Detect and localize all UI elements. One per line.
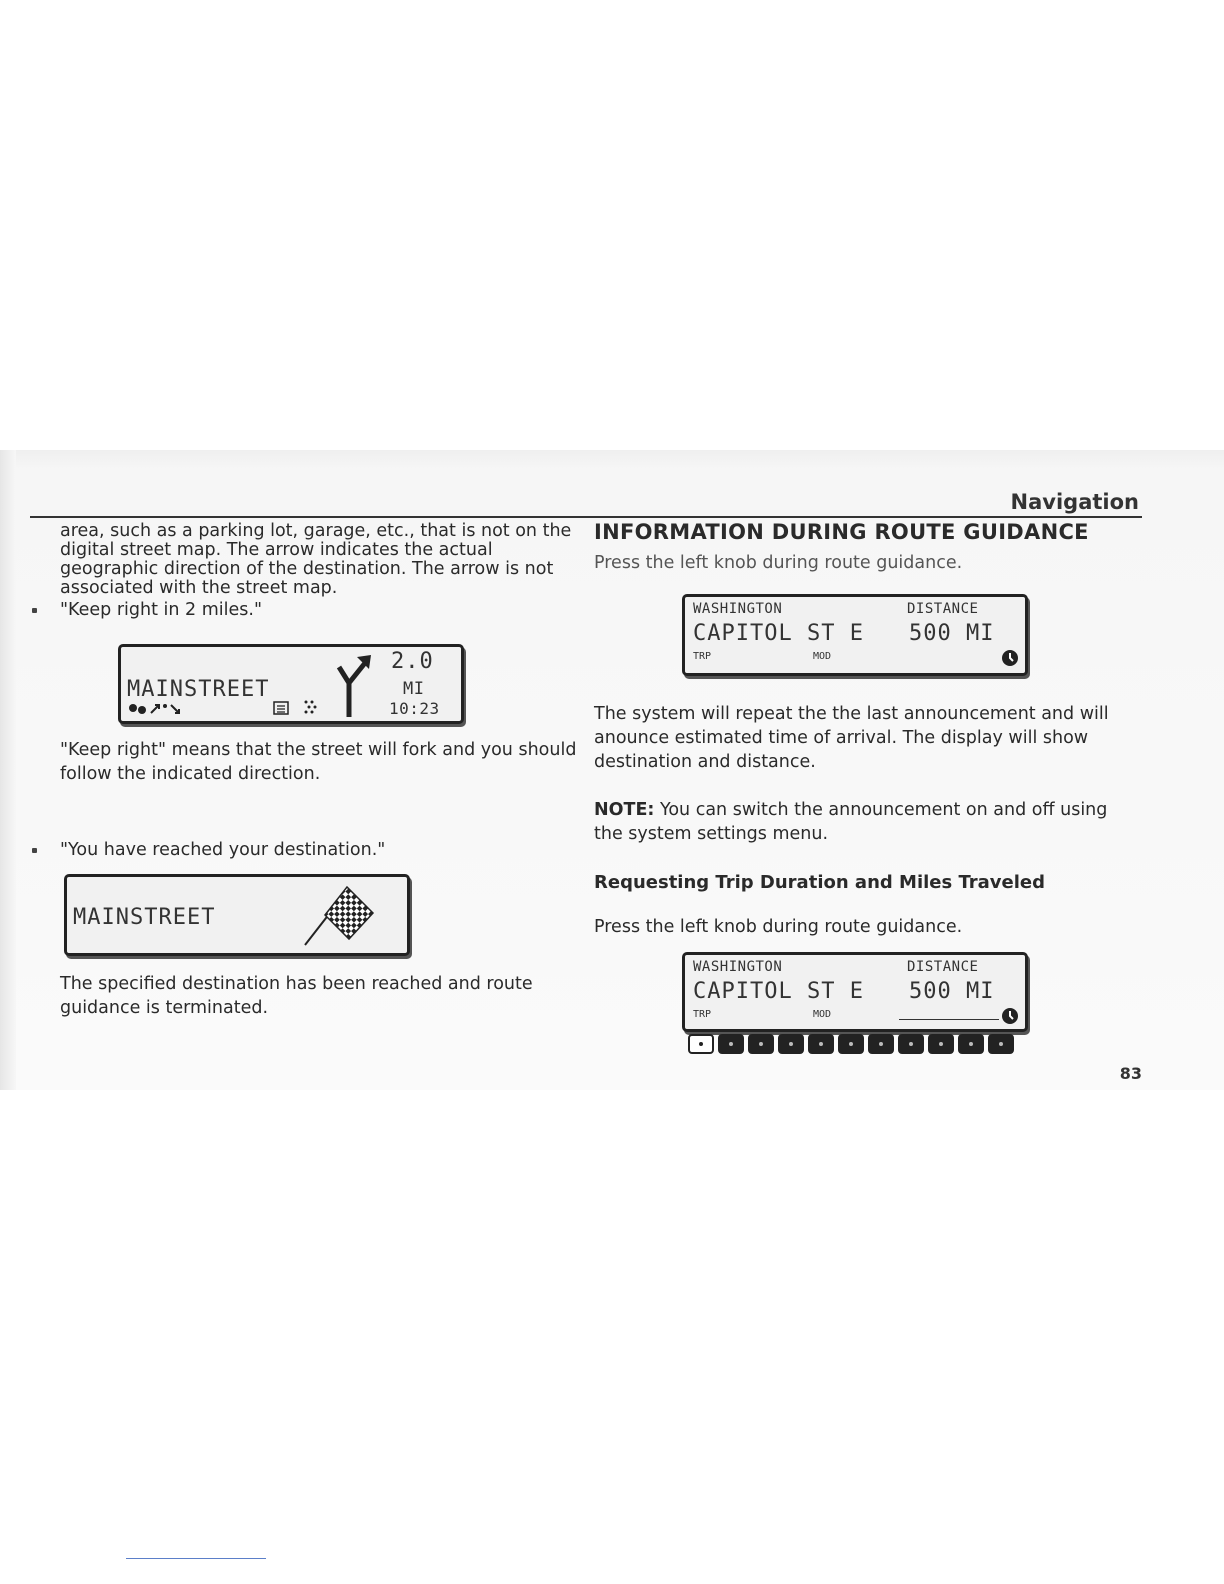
clock-icon <box>1001 1007 1019 1025</box>
display-street-name: MAINSTREET <box>73 905 216 930</box>
gps-signal-icon <box>303 699 321 715</box>
softkey-trip: TRP <box>693 1009 712 1020</box>
preset-button[interactable] <box>808 1034 834 1054</box>
note-paragraph <box>594 798 1134 846</box>
display-distance-label: DISTANCE <box>907 601 979 617</box>
note-label: NOTE: <box>594 800 655 820</box>
keep-right-arrow-icon <box>335 653 375 717</box>
bullet-keep-right <box>60 600 560 620</box>
note-text: You can switch the announcement on and off using the system settings menu. <box>594 800 1108 844</box>
list-icon <box>273 701 289 715</box>
softkey-mode: MOD <box>813 651 832 662</box>
nav-display-destination <box>64 874 410 956</box>
paragraph-repeat-announcement: The system will repeat the the last announcement and will anounce estimated time of arrival. The display will show destination and distance. <box>594 704 1109 772</box>
page-number: 83 <box>1119 1064 1142 1083</box>
display-street-name: MAINSTREET <box>127 677 270 702</box>
paragraph-keep-right-explained: "Keep right" means that the street will fork and you should follow the indicated direction. <box>60 740 577 784</box>
bullet-destination-text: "You have reached your destination." <box>60 840 386 860</box>
display-distance-value: 500 MI <box>909 979 995 1004</box>
display-distance-value: 500 MI <box>909 621 995 646</box>
display-distance-unit: MI <box>403 679 425 699</box>
preset-button[interactable] <box>778 1034 804 1054</box>
section-title: Navigation <box>1010 490 1139 514</box>
nav-display-trip <box>682 952 1028 1032</box>
clock-icon <box>1001 649 1019 667</box>
display-city: WASHINGTON <box>693 959 783 975</box>
header-divider <box>30 516 1142 518</box>
preset-button[interactable] <box>688 1034 714 1054</box>
bullet-destination-reached <box>60 840 560 860</box>
checkered-flag-icon <box>303 883 375 947</box>
scan-edge-shadow <box>0 450 16 1090</box>
display-distance-value: 2.0 <box>391 649 434 674</box>
preset-button[interactable] <box>718 1034 744 1054</box>
nav-display-distance <box>682 594 1028 676</box>
paragraph-press-left-knob: Press the left knob during route guidance. <box>594 553 963 573</box>
preset-button[interactable] <box>988 1034 1014 1054</box>
heading-route-guidance-info: INFORMATION DURING ROUTE GUIDANCE <box>594 520 1089 544</box>
preset-button[interactable] <box>868 1034 894 1054</box>
preset-button-row <box>688 1034 1014 1054</box>
bullet-icon <box>32 848 37 853</box>
softkey-underline <box>899 1019 999 1020</box>
paragraph-guidance-terminated: The specified destination has been reached and route guidance is terminated. <box>60 974 533 1018</box>
bullet-icon <box>32 608 37 613</box>
display-street-name: CAPITOL ST E <box>693 621 864 646</box>
display-arrival-time: 10:23 <box>389 699 440 718</box>
bottom-rule <box>126 1558 266 1559</box>
paragraph-arrow-description: area, such as a parking lot, garage, etc., that is not on the digital street map. The arrow indicates the actual geographic direction of the destination. The arrow is not associated with the street map. <box>60 521 572 598</box>
nav-display-keep-right <box>118 644 464 724</box>
preset-button[interactable] <box>838 1034 864 1054</box>
preset-button[interactable] <box>928 1034 954 1054</box>
preset-button[interactable] <box>898 1034 924 1054</box>
paragraph-press-left-knob-2: Press the left knob during route guidance. <box>594 917 963 937</box>
softkey-trip: TRP <box>693 651 712 662</box>
softkey-mode: MOD <box>813 1009 832 1020</box>
bullet-keep-right-text: "Keep right in 2 miles." <box>60 600 263 620</box>
display-city: WASHINGTON <box>693 601 783 617</box>
display-distance-label: DISTANCE <box>907 959 979 975</box>
display-street-name: CAPITOL ST E <box>693 979 864 1004</box>
subheading-trip-duration: Requesting Trip Duration and Miles Traveled <box>594 872 1046 893</box>
preset-button[interactable] <box>958 1034 984 1054</box>
preset-button[interactable] <box>748 1034 774 1054</box>
route-symbols-icon <box>127 701 187 715</box>
